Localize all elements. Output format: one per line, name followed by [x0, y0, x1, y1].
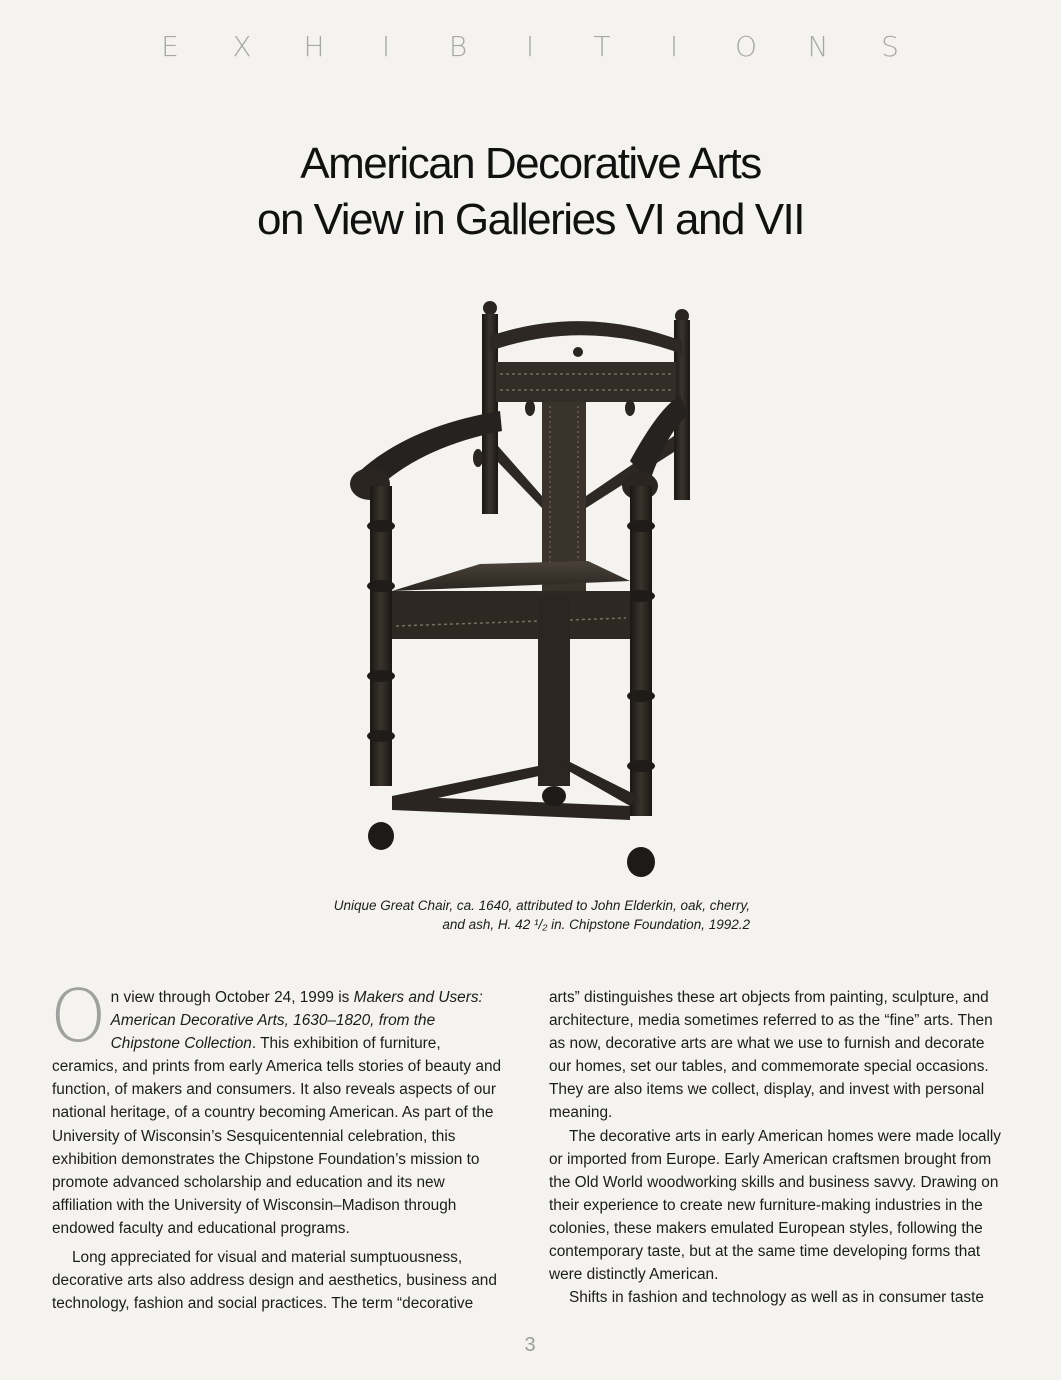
- article-title: [100, 136, 961, 248]
- article-paragraph: The decorative arts in early American homes were made locally or imported from Europe. Early American craftsmen brought from the Old World woodworking skills and business savvy. Drawing on their experience to create new furniture-making industries in the colonies, these makers emulated European styles, following the contemporary taste, but at the same time developing forms that were distinctly American.: [549, 1127, 1001, 1284]
- title-line-1: American Decorative Arts: [300, 139, 761, 188]
- exhibition-title: Makers and Users: American Decorative Arts, 1630–1820, from the Chipstone Collection: [110, 989, 483, 1053]
- header-letter: X: [232, 30, 252, 63]
- article-paragraph: Shifts in fashion and technology as well as in consumer taste: [569, 1289, 984, 1307]
- article-column-right: [549, 986, 1004, 1309]
- great-chair-photo: [330, 296, 730, 886]
- title-line-2: on View in Galleries VI and VII: [256, 195, 804, 244]
- header-letter: N: [807, 30, 829, 63]
- header-letter: B: [448, 30, 468, 63]
- header-letter: T: [593, 30, 611, 63]
- header-letter: O: [734, 30, 758, 63]
- caption-line-1: Unique Great Chair, ca. 1640, attributed to John Elderkin, oak, cherry,: [333, 898, 750, 913]
- header-letter: I: [669, 30, 679, 63]
- header-letter: H: [303, 30, 325, 63]
- header-letter: E: [161, 30, 179, 63]
- paragraph-text: . This exhibition of furniture, ceramics, and prints from early America tells stories of beauty and function, of makers and consumers. It also reveals aspects of our national heritage, of a country becoming American. As part of the University of Wisconsin’s Sesquicentennial celebration, this exhibition demonstrates the Chipstone Foundation’s mission to promote advanced scholarship and education and its new affiliation with the University of Wisconsin–Madison through endowed faculty and educational programs.: [52, 1035, 502, 1237]
- page-number: 3: [524, 1334, 536, 1356]
- caption-line-2: and ash, H. 42 ¹/₂ in. Chipstone Foundation, 1992.2: [442, 917, 750, 932]
- header-letter: I: [525, 30, 535, 63]
- section-header: [150, 30, 910, 63]
- header-letter: S: [881, 30, 899, 63]
- photo-caption: [310, 896, 750, 934]
- header-letter: I: [381, 30, 391, 63]
- article-paragraph: [50, 974, 507, 1240]
- article-paragraph: arts” distinguishes these art objects from painting, sculpture, and architecture, media sometimes referred to as the “fine” arts. Then as now, decorative arts are what we use to furnish and decorate our homes, set our tables, and commemorate special occasions. They are also items we collect, display, and invest with personal meaning.: [549, 989, 993, 1122]
- article-column-left: [50, 974, 507, 1315]
- article-paragraph: Long appreciated for visual and material sumptuousness, decorative arts also address design and aesthetics, business and technology, fashion and social practices. The term “decorative: [52, 1249, 497, 1313]
- paragraph-text: n view through October 24, 1999 is: [110, 989, 354, 1006]
- drop-cap: O: [50, 974, 107, 1058]
